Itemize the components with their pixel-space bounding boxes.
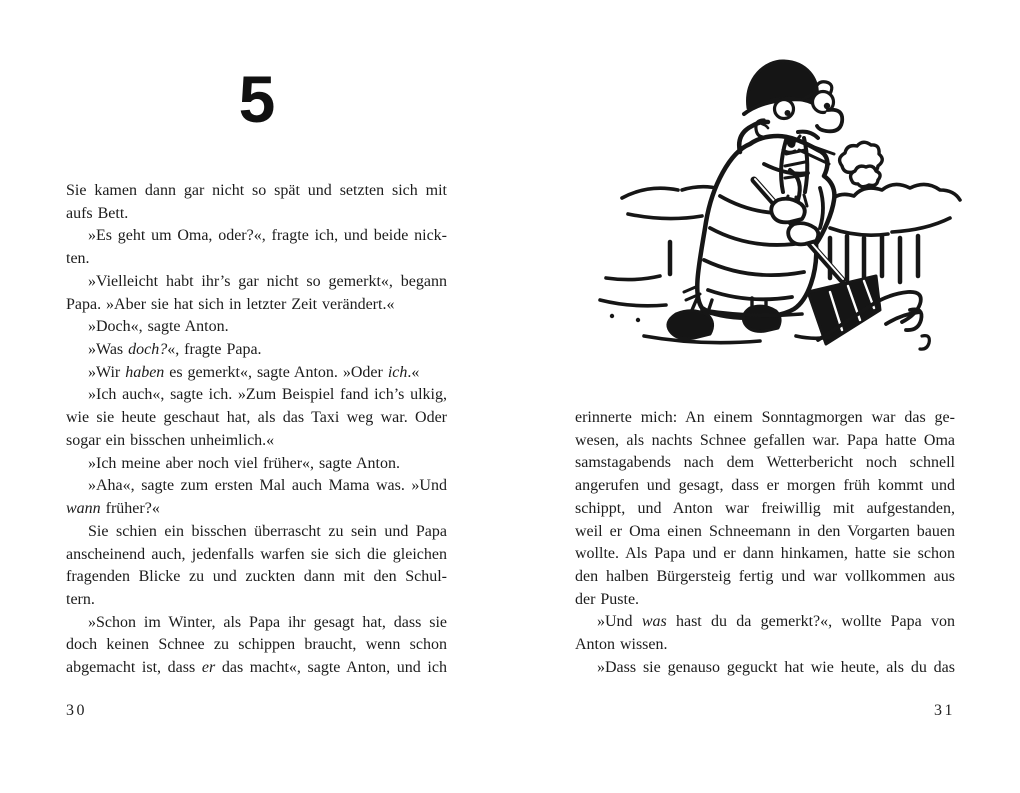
text-line: Papa. »Aber sie hat sich in letzter Zeit verändert.« [66,295,395,313]
text-line: schippt, und Anton war freiwillig mit aufgestanden, [575,499,955,517]
text-line: sogar ein bisschen unheimlich.« [66,431,275,449]
text-line: der Puste. [575,590,640,608]
left-eye [775,100,794,119]
text-line: »Was doch?«, fragte Papa. [88,341,262,359]
text-line: den halben Bürgersteig fertig und war vollkommen aus [575,568,955,586]
text-line: anscheinend auch, jedenfalls warfen sie sich die gleichen [66,545,447,563]
text-line: wesen, als nachts Schnee gefallen war. Papa hatte Oma [575,431,955,449]
text-line: Anton wissen. [575,636,668,654]
text-line: wollte. Als Papa und er dann hinkamen, hatte sie schon [575,545,955,563]
text-line: Sie schien ein bisschen überrascht zu sein und Papa [88,522,447,540]
figure-grandma [668,61,882,344]
text-line: abgemacht ist, dass er das macht«, sagte Anton, und ich [66,659,447,677]
text-line: Sie kamen dann gar nicht so spät und setzten sich mit [66,182,447,199]
left-text-block [66,180,447,680]
text-line: doch keinen Schnee zu schippen braucht, wenn schon [66,636,447,654]
text-line: »Wir haben es gemerkt«, sagte Anton. »Oder ich.« [88,363,420,381]
right-text-block [575,407,955,680]
text-line: weil er Oma einen Schneemann in den Vorgarten bauen [575,522,955,540]
text-line: ten. [66,250,90,268]
page-number-left: 30 [66,702,87,719]
shovel-blade [808,276,880,344]
page-left [66,0,447,793]
mitten-upper [771,199,805,223]
text-line: wie sie heute geschaut hat, als das Taxi weg war. Oder [66,409,447,427]
text-line: aufs Bett. [66,204,129,222]
page-number-right: 31 [934,702,955,719]
text-line: »Dass sie genauso geguckt hat wie heute, als du das [597,658,955,676]
text-line: »Schon im Winter, als Papa ihr gesagt hat, dass sie [88,613,447,631]
text-line: angerufen und gesagt, dass er morgen früh kommt und [575,477,955,495]
illustration-grandma-shoveling-snow [580,48,980,380]
text-line: »Und was hast du da gemerkt?«, wollte Papa von [597,613,955,631]
text-line: »Vielleicht habt ihr’s gar nicht so gemerkt«, begann [88,272,447,290]
text-line: samstagabends nach dem Wetterbericht noch schnell [575,454,955,472]
text-line: fragenden Blicke zu und zuckten dann mit den Schul- [66,568,447,586]
text-line: »Doch«, sagte Anton. [88,318,229,336]
text-line: tern. [66,590,95,608]
text-line: erinnerte mich: An einem Sonntagmorgen war das ge- [575,409,955,426]
right-boot [743,306,780,331]
mitten-lower [788,223,818,244]
text-line: wann früher?« [66,500,160,518]
chapter-number: 5 [238,62,275,136]
left-boot [668,311,713,339]
text-line: »Es geht um Oma, oder?«, fragte ich, und beide nick- [88,227,447,245]
text-line: »Ich meine aber noch viel früher«, sagte Anton. [88,454,400,472]
text-line: »Aha«, sagte zum ersten Mal auch Mama was. »Und [88,477,447,495]
text-line: »Ich auch«, sagte ich. »Zum Beispiel fand ich’s ulkig, [88,386,447,404]
